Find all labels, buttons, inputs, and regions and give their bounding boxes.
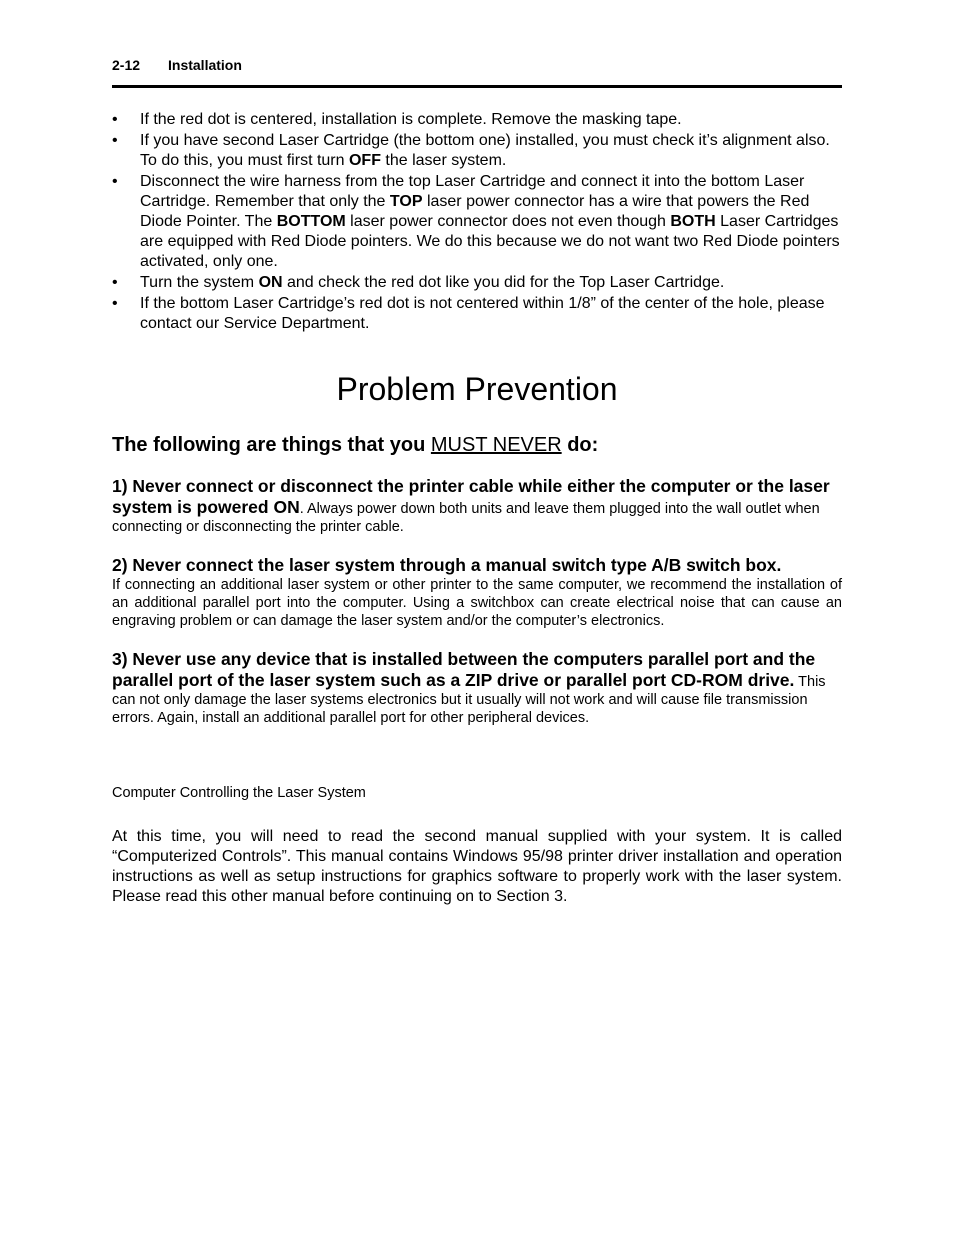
page-number: 2-12	[112, 57, 141, 73]
item-text: laser power connector does not even though	[345, 213, 671, 230]
rule-heading-end: .	[299, 501, 304, 517]
item-text: and check the red dot like you did for the Top Laser Cartridge.	[282, 274, 725, 291]
subheading-text-end: do:	[561, 434, 599, 456]
bullet-icon: •	[112, 132, 118, 149]
emphasis-both: BOTH	[670, 213, 716, 230]
rule-heading: 3) Never use any device that is installed between the computers parallel port and the parallel port of the laser system such as a ZIP drive or parallel port CD-ROM drive.	[112, 649, 816, 690]
page-header	[112, 56, 242, 74]
bullet-icon: •	[112, 295, 118, 312]
section-title: Problem Prevention	[336, 371, 618, 407]
emphasis-on: ON	[258, 274, 283, 291]
section-caption: Computer Controlling the Laser System	[112, 785, 366, 801]
rule-body: Always power down both units and leave them plugged into the wall outlet when connecting or disconnecting the printer cable.	[112, 501, 820, 535]
rule-2	[112, 555, 842, 630]
rule-body: If connecting an additional laser system or other printer to the same computer, we recommend the installation of an additional parallel port into the computer. Using a switchbox can create electrical noise that can cause an engraving problem or can damage the laser system and/or the computer’s electronics.	[112, 576, 842, 629]
bullet-icon: •	[112, 173, 118, 190]
item-text: If the bottom Laser Cartridge’s red dot is not centered within 1/8” of the center of the hole, please contact our Service Department.	[140, 295, 825, 332]
item-text: Turn the system	[140, 274, 259, 291]
emphasis-bottom: BOTTOM	[276, 213, 346, 230]
list-item	[112, 294, 842, 334]
bullet-icon: •	[112, 274, 118, 291]
section-name: Installation	[168, 57, 242, 73]
header-rule	[112, 85, 842, 88]
rule-heading: 2) Never connect the laser system through a manual switch type A/B switch box.	[112, 555, 782, 575]
item-text: the laser system.	[380, 152, 507, 169]
instruction-list	[112, 110, 842, 335]
subheading-text: The following are things that you	[112, 434, 431, 456]
rule-1	[112, 476, 842, 536]
list-item	[112, 110, 842, 130]
rule-body: This can not only damage the laser systems electronics but it usually will not work and will cause file transmission errors. Again, install an additional parallel port for other peripheral devices.	[112, 674, 826, 726]
item-text: If you have second Laser Cartridge (the bottom one) installed, you must check it’s alignment also. To do this, you must first turn	[140, 132, 830, 169]
rule-heading: 1) Never connect or disconnect the printer cable while either the computer or the laser system is powered ON	[112, 476, 830, 517]
list-item	[112, 172, 842, 272]
emphasis-off: OFF	[348, 152, 381, 169]
item-text: Disconnect the wire harness from the top Laser Cartridge and connect it into the bottom Laser Cartridge. Remember that only the	[140, 173, 805, 210]
emphasis-top: TOP	[389, 193, 423, 210]
closing-paragraph: At this time, you will need to read the second manual supplied with your system. It is called “Computerized Controls”. This manual contains Windows 95/98 printer driver installation and operation instructions as well as setup instructions for graphics software to properly work with the laser system. Please read this other manual before continuing on to Section 3.	[112, 828, 842, 905]
list-item	[112, 131, 842, 171]
item-text: If the red dot is centered, installation is complete. Remove the masking tape.	[140, 111, 682, 128]
rule-3	[112, 649, 842, 727]
bullet-icon: •	[112, 111, 118, 128]
subheading-underlined: MUST NEVER	[430, 434, 562, 456]
item-text: Laser Cartridges are equipped with Red Diode pointers. We do this because we do not want two Red Diode pointers activated, only one.	[140, 213, 840, 270]
list-item	[112, 273, 842, 293]
subheading	[112, 432, 852, 458]
item-text: laser power connector has a wire that powers the Red Diode Pointer. The	[140, 193, 810, 230]
